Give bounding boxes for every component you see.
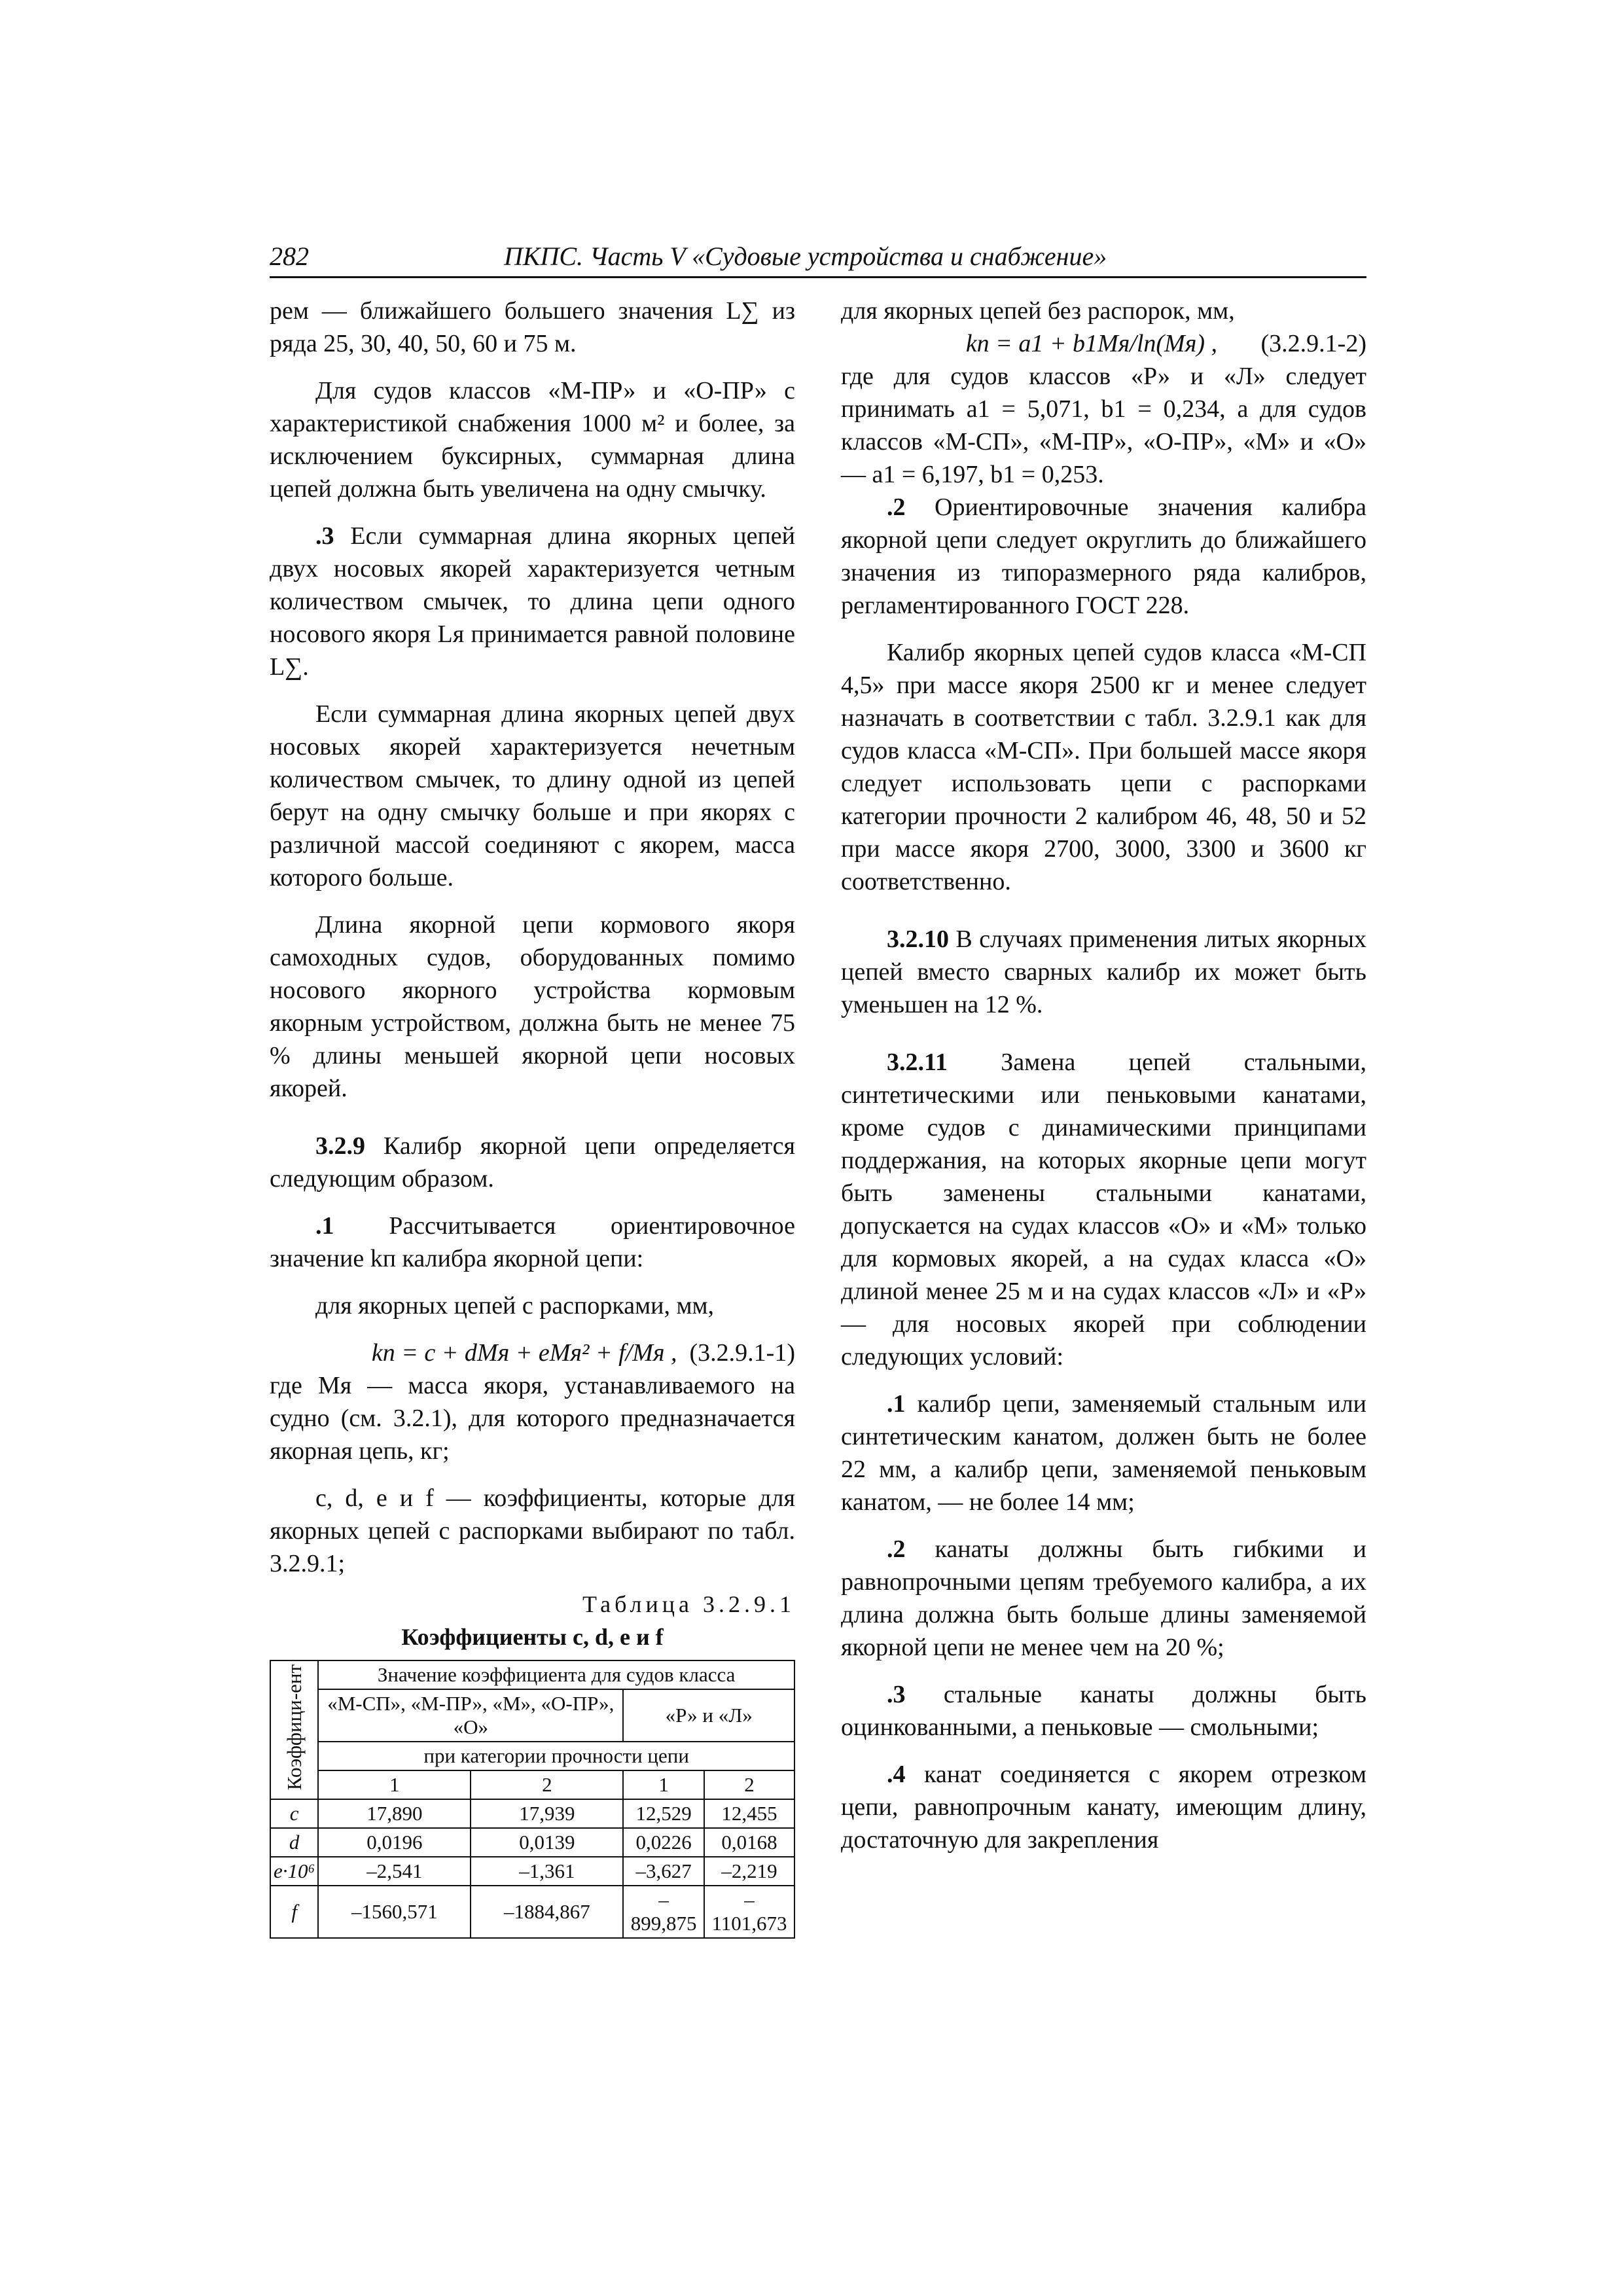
formula-expression: kп = a1 + b1Mя/ln(Mя) ,: [965, 330, 1218, 357]
section-number: 3.2.10: [887, 925, 949, 953]
header-group-1: «М-СП», «М-ПР», «М», «О-ПР», «О»: [318, 1689, 623, 1742]
formula-3-2-9-1-2: [841, 327, 1366, 360]
header-category: 2: [704, 1770, 794, 1799]
paragraph: [841, 923, 1366, 1021]
clause-number: .2: [887, 493, 906, 521]
paragraph-text: Рассчитывается ориентировочное значение kп калибра якорной цепи:: [270, 1212, 795, 1272]
paragraph: где для судов классов «Р» и «Л» следует принимать a1 = 5,071, b1 = 0,234, а для судов классов «М-СП», «М-ПР», «О-ПР», «М» и «О» — a1 = 6,197, b1 = 0,253.: [841, 363, 1366, 488]
paragraph: [270, 520, 795, 683]
paragraph: [841, 1533, 1366, 1664]
header-strength: при категории прочности цепи: [318, 1742, 794, 1770]
paragraph: Длина якорной цепи кормового якоря самоходных судов, оборудованных помимо носового якорного устройства кормовым якорным устройством, должна быть не менее 75 % длины меньшей якорной цепи носовых якорей.: [270, 911, 795, 1102]
formula-number: (3.2.9.1-2): [1260, 330, 1366, 357]
corner-header-text: Коэффици-ент: [282, 1664, 306, 1791]
row-label: d: [270, 1828, 318, 1857]
paragraph-text: Замена цепей стальными, синтетическими или пеньковыми канатами, кроме судов с динамическими принципами поддержания, на которых якорные цепи могут быть заменены стальными канатами, допускается на судах классов «О» и «М» только для кормовых якорей, а на судах класса «О» длиной менее 25 м и на судах классов «Л» и «Р» — для носовых якорей при соблюдении следующих условий:: [841, 1049, 1366, 1371]
formula-number: (3.2.9.1-1): [689, 1339, 795, 1367]
left-column: [270, 295, 795, 1939]
table-row: [270, 1799, 794, 1828]
paragraph: [841, 1678, 1366, 1744]
coefficients-table: [270, 1660, 795, 1939]
paragraph-text: калибр цепи, заменяемый стальным или синтетическим канатом, должен быть не более 22 мм, а калибр цепи, заменяемой пеньковым канатом, — не более 14 мм;: [841, 1390, 1366, 1516]
table-cell: –1560,571: [318, 1886, 471, 1938]
paragraph-text: стальные канаты должны быть оцинкованными, а пеньковые — смольными;: [841, 1681, 1366, 1741]
table-row: [270, 1886, 794, 1938]
clause-number: .2: [887, 1535, 906, 1563]
paragraph: для якорных цепей без распорок, мм,: [841, 297, 1235, 325]
paragraph: рем — ближайшего большего значения L∑ из ряда 25, 30, 40, 50, 60 и 75 м.: [270, 297, 795, 357]
running-header: [270, 236, 1366, 278]
header-group-2: «Р» и «Л»: [623, 1689, 794, 1742]
table-caption: Таблица 3.2.9.1: [582, 1591, 795, 1617]
table-title: Коэффициенты c, d, e и f: [401, 1624, 664, 1650]
table-cell: –1,361: [471, 1857, 623, 1886]
paragraph: Калибр якорных цепей судов класса «М-СП 4,5» при массе якоря 2500 кг и менее следует назначать в соответствии с табл. 3.2.9.1 как для судов класса «М-СП». При большей массе якоря следует использовать цепи с распорками категории прочности 2 калибром 46, 48, 50 и 52 при массе якоря 2700, 3000, 3300 и 3600 кг соответственно.: [841, 639, 1366, 895]
table-cell: 12,529: [623, 1799, 704, 1828]
formula-3-2-9-1-1: [270, 1336, 795, 1369]
right-column: [841, 295, 1366, 1856]
page-number: 282: [270, 242, 309, 271]
paragraph-text: канат соединяется с якорем отрезком цепи, равнопрочным канату, имеющим длину, достаточную для закрепления: [841, 1761, 1366, 1854]
clause-number: .3: [315, 522, 334, 550]
row-label: e·10⁶: [270, 1857, 318, 1886]
paragraph: [270, 1130, 795, 1195]
clause-number: .1: [315, 1212, 334, 1240]
paragraph: [841, 491, 1366, 622]
header-category: 1: [623, 1770, 704, 1799]
table-header-row: [270, 1660, 794, 1689]
clause-number: .1: [887, 1390, 906, 1418]
table-row: [270, 1857, 794, 1886]
paragraph: [270, 1210, 795, 1275]
paragraph: для якорных цепей с распорками, мм,: [315, 1292, 715, 1319]
table-row: [270, 1828, 794, 1857]
header-category: 2: [471, 1770, 623, 1799]
corner-header: [270, 1660, 318, 1799]
table-cell: 0,0226: [623, 1828, 704, 1857]
paragraph-text: В случаях применения литых якорных цепей вместо сварных калибр их может быть уменьшен на 12 %.: [841, 925, 1366, 1018]
table-cell: –1884,867: [471, 1886, 623, 1938]
clause-number: .3: [887, 1681, 906, 1708]
row-label: c: [270, 1799, 318, 1828]
paragraph: [841, 1758, 1366, 1856]
table-cell: 0,0196: [318, 1828, 471, 1857]
paragraph: где Mя — масса якоря, устанавливаемого на судно (см. 3.2.1), для которого предназначается якорная цепь, кг;: [270, 1372, 795, 1465]
table-cell: –3,627: [623, 1857, 704, 1886]
table-cell: 17,939: [471, 1799, 623, 1828]
table-cell: 0,0139: [471, 1828, 623, 1857]
paragraph-text: Калибр якорной цепи определяется следующим образом.: [270, 1132, 795, 1193]
paragraph-text: канаты должны быть гибкими и равнопрочными цепям требуемого калибра, а их длина должна быть больше длины заменяемой якорной цепи не менее чем на 20 %;: [841, 1535, 1366, 1661]
section-number: 3.2.9: [315, 1132, 365, 1160]
paragraph: Для судов классов «М-ПР» и «О-ПР» с характеристикой снабжения 1000 м² и более, за исключением буксирных, суммарная длина цепей должна быть увеличена на одну смычку.: [270, 377, 795, 503]
section-number: 3.2.11: [887, 1049, 948, 1076]
paragraph-text: Если суммарная длина якорных цепей двух носовых якорей характеризуется четным количеством смычек, то длина цепи одного носового якоря Lя принимается равной половине L∑.: [270, 522, 795, 681]
table-cell: –2,219: [704, 1857, 794, 1886]
table-header-row: [270, 1770, 794, 1799]
paragraph: Если суммарная длина якорных цепей двух носовых якорей характеризуется нечетным количеством смычек, то длину одной из цепей берут на одну смычку больше и при якорях с различной массой соединяют с якорем, масса которого больше.: [270, 700, 795, 891]
table-cell: –899,875: [623, 1886, 704, 1938]
running-title: ПКПС. Часть V «Судовые устройства и снабжение»: [504, 242, 1107, 271]
table-cell: –1101,673: [704, 1886, 794, 1938]
header-category: 1: [318, 1770, 471, 1799]
table-cell: 0,0168: [704, 1828, 794, 1857]
table-header-row: [270, 1742, 794, 1770]
row-label: f: [270, 1886, 318, 1938]
clause-number: .4: [887, 1761, 906, 1788]
table-cell: 12,455: [704, 1799, 794, 1828]
table-cell: –2,541: [318, 1857, 471, 1886]
table-cell: 17,890: [318, 1799, 471, 1828]
paragraph-text: Ориентировочные значения калибра якорной цепи следует округлить до ближайшего значения из типоразмерного ряда калибров, регламентированного ГОСТ 228.: [841, 493, 1366, 619]
formula-expression: kп = c + dMя + eMя² + f/Mя ,: [371, 1339, 677, 1367]
paragraph: [841, 1046, 1366, 1373]
paragraph: c, d, e и f — коэффициенты, которые для якорных цепей с распорками выбирают по табл. 3.2.9.1;: [270, 1484, 795, 1577]
paragraph: [841, 1388, 1366, 1518]
header-main: Значение коэффициента для судов класса: [318, 1660, 794, 1689]
table-header-row: [270, 1689, 794, 1742]
